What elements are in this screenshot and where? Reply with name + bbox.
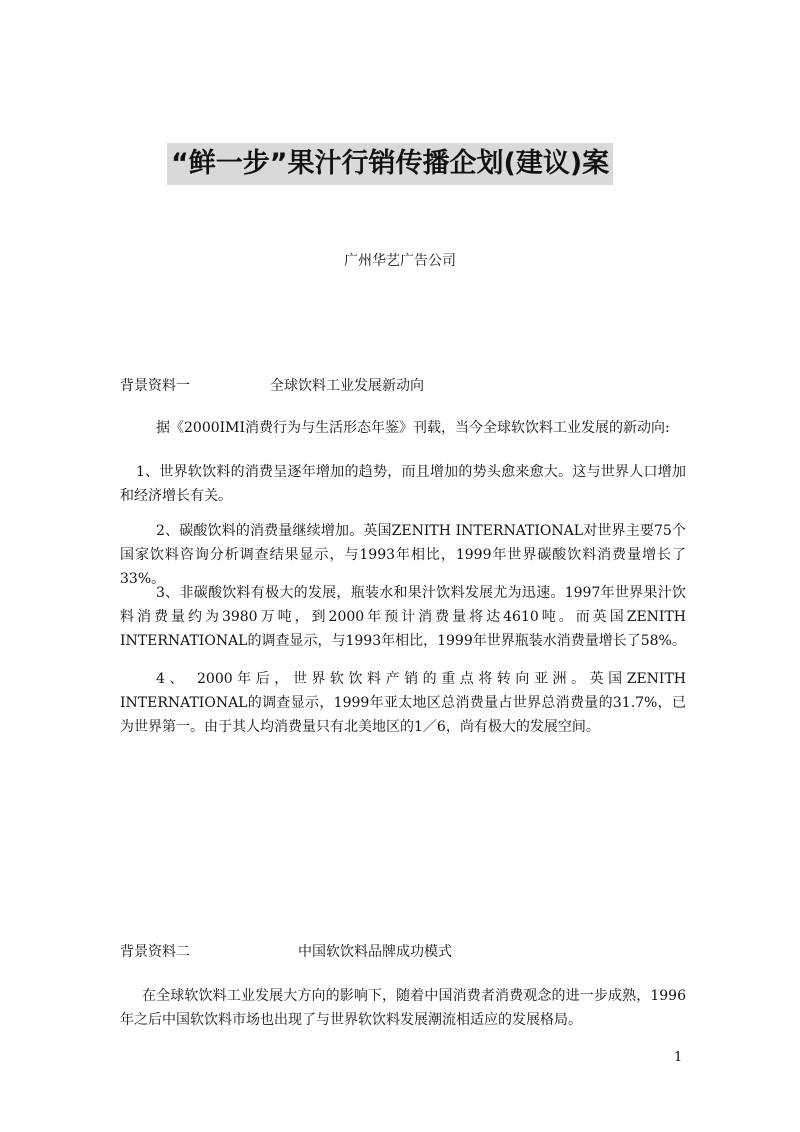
section-1-intro: 据《2000IMI消费行为与生活形态年鉴》刊载，当今全球软饮料工业发展的新动向: — [156, 420, 670, 436]
document-title: “鲜一步”果汁行销传播企划(建议)案 — [167, 143, 613, 185]
section-1-item-1: 1、世界软饮料的消费呈逐年增加的趋势，而且增加的势头愈来愈大。这与世界人口增加和经济增长有关。 — [120, 464, 686, 504]
section-2-label: 背景资料二 — [120, 944, 190, 960]
page-number: 1 — [674, 1050, 683, 1065]
section-1-item-4: 4、 2000年后，世界软饮料产销的重点将转向亚洲。英国ZENITH INTERNATIONAL的调查显示，1999年亚太地区总消费量占世界总消费量的31.7%，已为世界第一。由于其人均消费量只有北美地区的1／6，尚有极大的发展空间。 — [120, 671, 686, 735]
section-2-intro: 在全球软饮料工业发展大方向的影响下，随着中国消费者消费观念的进一步成熟，1996年之后中国软饮料市场也出现了与世界软饮料发展潮流相适应的发展格局。 — [120, 988, 686, 1028]
company-name: 广州华艺广告公司 — [344, 253, 456, 269]
section-2-heading: 中国软饮料品牌成功模式 — [298, 944, 452, 960]
section-1-label: 背景资料一 — [120, 378, 190, 394]
section-1-item-2: 2、碳酸饮料的消费量继续增加。英国ZENITH INTERNATIONAL对世界主要75个国家饮料咨询分析调查结果显示，与1993年相比，1999年世界碳酸饮料消费量增长了33%。 — [120, 523, 686, 587]
section-1-heading: 全球饮料工业发展新动向 — [270, 378, 424, 394]
section-1-item-3: 3、非碳酸饮料有极大的发展，瓶装水和果汁饮料发展尤为迅速。1997年世界果汁饮料消费量约为3980万吨，到2000年预计消费量将达4610吨。而英国ZENITH INTERNATIONAL的调查显示，与1993年相比，1999年世界瓶装水消费量增长了58%。 — [120, 585, 686, 649]
section-1-header — [120, 376, 424, 396]
section-2-header — [120, 942, 452, 962]
